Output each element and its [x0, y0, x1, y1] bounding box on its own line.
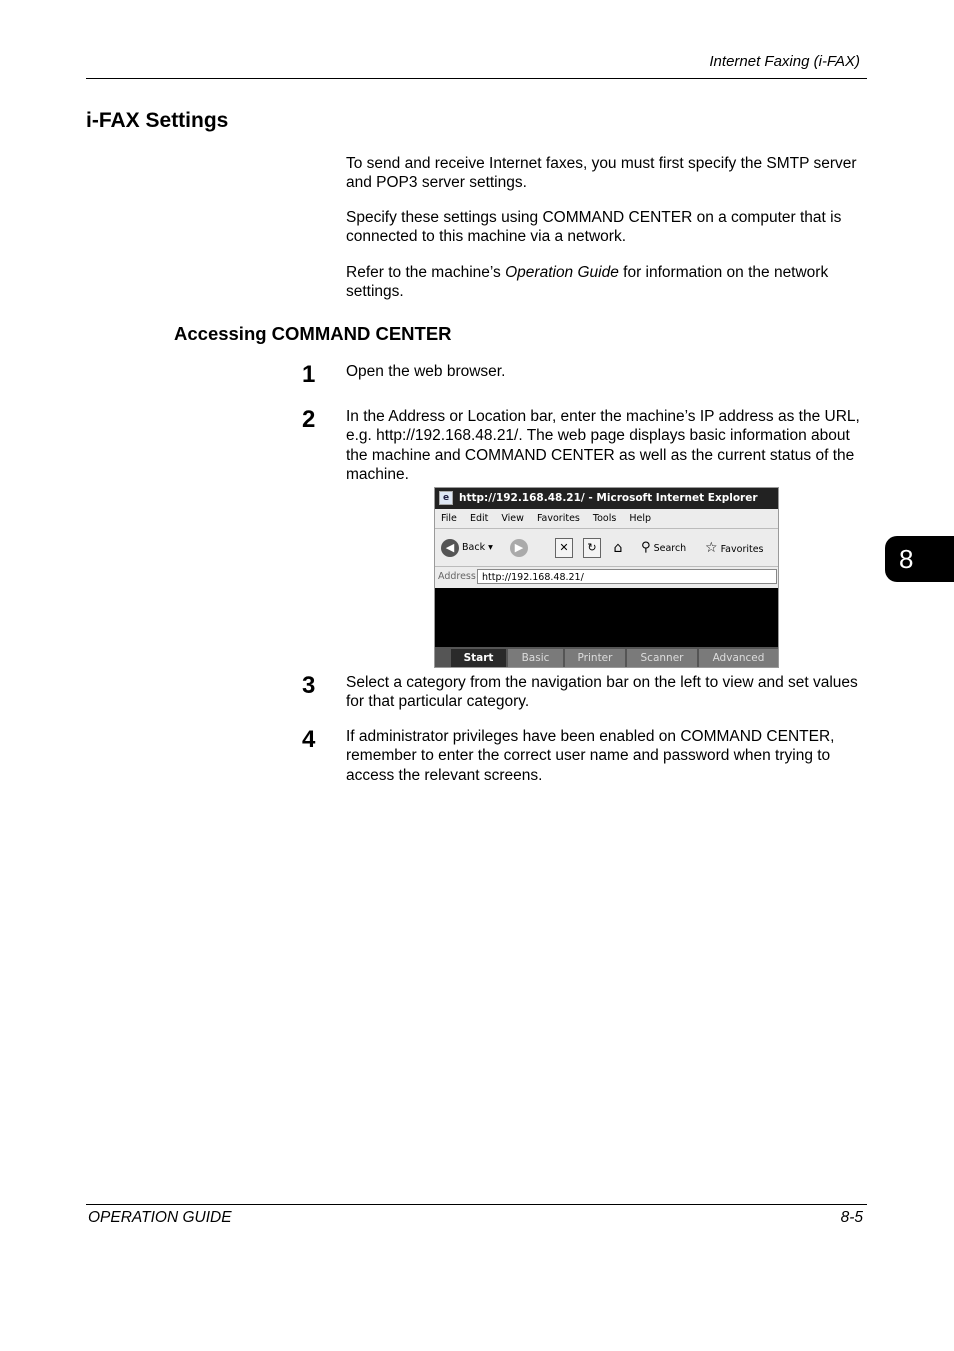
favorites-button[interactable]	[705, 536, 764, 560]
browser-title-bar	[435, 488, 778, 509]
search-button[interactable]	[641, 536, 686, 560]
menu-favorites[interactable]: Favorites	[536, 513, 580, 524]
step-number: 3	[302, 672, 316, 699]
back-button[interactable]	[441, 536, 493, 560]
browser-toolbar	[435, 530, 778, 567]
stop-button[interactable]	[555, 536, 573, 560]
intro-p3-start: Refer to the machine’s	[346, 264, 506, 281]
footer-rule	[86, 1204, 867, 1205]
browser-title: http://192.168.48.21/ - Microsoft Internet Explorer	[459, 492, 758, 504]
menu-view[interactable]: View	[501, 513, 524, 524]
favorites-label: Favorites	[720, 544, 764, 555]
section-title: i-FAX Settings	[86, 109, 229, 132]
address-bar	[435, 568, 778, 586]
search-icon: ⚲	[641, 540, 651, 555]
ie-page-icon: e	[439, 491, 453, 505]
nav-printer[interactable]: Printer	[565, 649, 625, 667]
star-icon: ☆	[705, 540, 718, 556]
back-dropdown-icon: ▾	[488, 542, 493, 553]
refresh-button[interactable]	[583, 536, 601, 560]
home-button[interactable]	[610, 536, 626, 560]
menu-tools[interactable]: Tools	[592, 513, 617, 524]
step-text: If administrator privileges have been enabled on COMMAND CENTER, remember to enter the correct user name and password when trying to access the relevant screens.	[346, 728, 835, 784]
stop-icon: ✕	[555, 538, 573, 558]
step-number: 2	[302, 406, 316, 433]
forward-button[interactable]	[510, 536, 528, 560]
browser-screenshot	[434, 487, 779, 668]
step-text: Select a category from the navigation bar on the left to view and set values for that particular category.	[346, 674, 858, 711]
header-rule	[86, 78, 867, 79]
command-center-nav-bar	[435, 647, 778, 668]
nav-start[interactable]: Start	[451, 649, 506, 667]
address-input[interactable]: http://192.168.48.21/	[477, 569, 777, 584]
menu-help[interactable]: Help	[629, 513, 652, 524]
browser-menu-bar	[435, 510, 778, 529]
menu-file[interactable]: File	[441, 513, 457, 524]
intro-paragraph-3	[346, 263, 870, 302]
intro-paragraph-1: To send and receive Internet faxes, you must first specify the SMTP server and POP3 server settings.	[346, 155, 857, 192]
step-number: 4	[302, 726, 316, 753]
forward-arrow-icon: ▶	[510, 539, 528, 557]
search-label: Search	[653, 543, 687, 554]
refresh-icon: ↻	[583, 538, 601, 558]
back-label: Back	[462, 542, 486, 553]
back-arrow-icon: ◀	[441, 539, 459, 557]
page-number: 8-5	[840, 1209, 863, 1226]
web-page-content	[435, 588, 778, 647]
nav-scanner[interactable]: Scanner	[627, 649, 697, 667]
running-header: Internet Faxing (i-FAX)	[709, 53, 860, 70]
home-icon: ⌂	[613, 539, 623, 556]
intro-p3-end: for information on the network settings.	[346, 264, 829, 301]
footer-guide-title: OPERATION GUIDE	[88, 1209, 232, 1226]
nav-advanced[interactable]: Advanced	[699, 649, 778, 667]
chapter-tab: 8	[885, 536, 954, 582]
address-label: Address	[438, 571, 476, 582]
step-text: In the Address or Location bar, enter the machine’s IP address as the URL, e.g. http://192.168.48.21/. The web page displays basic information about the machine and COMMAND CENTER as well as the current status of the machine.	[346, 408, 860, 483]
step-text: Open the web browser.	[346, 363, 506, 380]
step-number: 1	[302, 361, 316, 388]
menu-edit[interactable]: Edit	[469, 513, 489, 524]
nav-basic[interactable]: Basic	[508, 649, 563, 667]
operation-guide-ref: Operation Guide	[505, 264, 619, 281]
intro-paragraph-2: Specify these settings using COMMAND CENTER on a computer that is connected to this machine via a network.	[346, 209, 842, 246]
subsection-title: Accessing COMMAND CENTER	[174, 323, 452, 344]
